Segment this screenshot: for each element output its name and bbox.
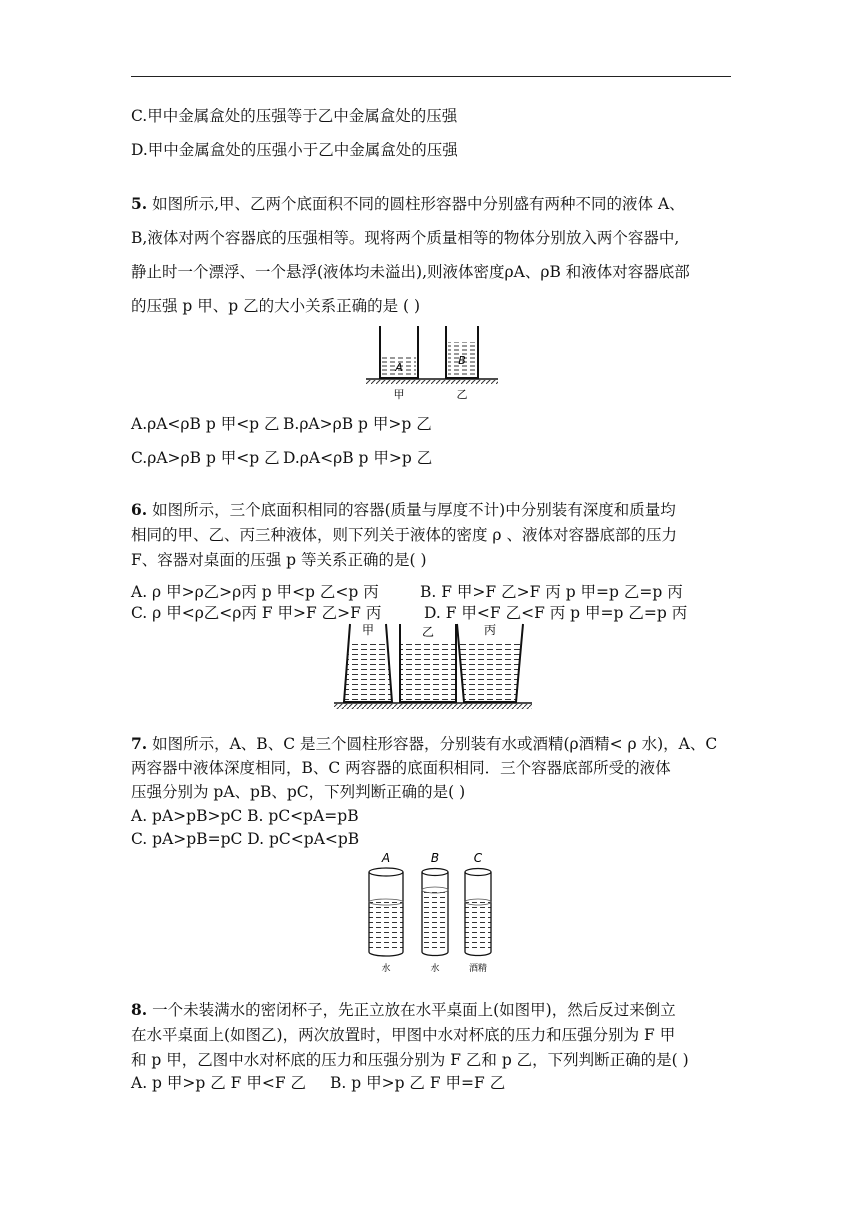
q6-option-a: A. ρ 甲>ρ乙>ρ丙 p 甲<p 乙<p 丙 bbox=[131, 583, 379, 601]
q5-line-4: 的压强 p 甲、p 乙的大小关系正确的是 ( ) bbox=[131, 297, 421, 315]
q7-line-2: 两容器中液体深度相同，B、C 两容器的底面积相同．三个容器底部所受的液体 bbox=[131, 759, 671, 777]
q6-liquid-jia bbox=[344, 640, 392, 702]
q8-option-a: A. p 甲>p 乙 F 甲<F 乙 bbox=[131, 1074, 307, 1092]
q7-line-3: 压强分别为 pA、pB、pC，下列判断正确的是( ) bbox=[131, 783, 466, 801]
q7-label-a: A bbox=[381, 851, 391, 865]
q6-option-b: B. F 甲>F 乙>F 丙 p 甲=p 乙=p 丙 bbox=[420, 583, 683, 601]
q5-caption-yi: 乙 bbox=[456, 388, 468, 401]
q5-option-b: B.ρA>ρB p 甲>p 乙 bbox=[283, 415, 432, 433]
q7-label-c: C bbox=[473, 851, 483, 865]
q7-line-5: C. pA>pB=pC D. pC<pA<pB bbox=[131, 830, 360, 848]
q5-option-c: C.ρA>ρB p 甲<p 乙 bbox=[131, 449, 280, 467]
q5-line-1 bbox=[131, 194, 685, 214]
q8-line-3: 和 p 甲，乙图中水对杯底的压力和压强分别为 F 乙和 p 乙，下列判断正确的是( ) bbox=[131, 1051, 689, 1069]
q7-line-1 bbox=[131, 734, 717, 754]
q5-option-a: A.ρA<ρB p 甲<p 乙 bbox=[131, 415, 280, 433]
q6-line-3: F、容器对桌面的压强 p 等关系正确的是( ) bbox=[131, 551, 427, 569]
q6-label-yi: 乙 bbox=[421, 625, 435, 639]
q7-liquid-a bbox=[369, 902, 403, 952]
q7-container-b-top bbox=[422, 869, 448, 876]
q7-container-a-top bbox=[369, 868, 403, 876]
q6-line-2: 相同的甲、乙、丙三种液体，则下列关于液体的密度 ρ 、液体对容器底部的压力 bbox=[131, 526, 677, 544]
q6-figure bbox=[334, 622, 532, 712]
q7-caption-a: 水 bbox=[381, 964, 391, 974]
q5-option-d: D.ρA<ρB p 甲>p 乙 bbox=[283, 449, 433, 467]
q6-line-1 bbox=[131, 500, 676, 520]
q7-liquid-c bbox=[465, 902, 491, 952]
q4-option-d: D.甲中金属盒处的压强小于乙中金属盒处的压强 bbox=[131, 141, 458, 159]
q6-label-bing: 丙 bbox=[483, 623, 497, 637]
q6-liquid-bing bbox=[458, 640, 522, 702]
q6-label-jia: 甲 bbox=[361, 623, 375, 637]
q7-text-1: 如图所示，A、B、C 是三个圆柱形容器，分别装有水或酒精(ρ酒精< ρ 水)，A、C bbox=[147, 735, 718, 753]
q5-label-b: B bbox=[458, 354, 466, 367]
q6-liquid-yi bbox=[400, 640, 456, 702]
q6-option-c: C. ρ 甲<ρ乙<ρ丙 F 甲>F 乙>F 丙 bbox=[131, 604, 382, 622]
q7-liquid-b bbox=[422, 890, 448, 952]
q7-label-b: B bbox=[430, 851, 440, 865]
q6-text-1: 如图所示，三个底面积相同的容器(质量与厚度不计)中分别装有深度和质量均 bbox=[147, 501, 676, 519]
q7-line-4: A. pA>pB>pC B. pC<pA=pB bbox=[131, 807, 359, 825]
q8-text-1: 一个未装满水的密闭杯子，先正立放在水平桌面上(如图甲)，然后反过来倒立 bbox=[147, 1001, 676, 1019]
q5-text-1: 如图所示,甲、乙两个底面积不同的圆柱形容器中分别盛有两种不同的液体 A、 bbox=[147, 195, 685, 213]
q5-caption-jia: 甲 bbox=[393, 388, 405, 401]
q7-figure bbox=[360, 850, 500, 974]
q4-option-c: C.甲中金属盒处的压强等于乙中金属盒处的压强 bbox=[131, 107, 458, 125]
q7-container-c-top bbox=[465, 869, 491, 876]
q8-line-1 bbox=[131, 1000, 676, 1020]
q7-caption-b: 水 bbox=[430, 964, 440, 974]
q7-number: 7. bbox=[131, 734, 148, 753]
q5-label-a: A bbox=[395, 361, 403, 374]
header-rule bbox=[131, 76, 731, 77]
q8-option-b: B. p 甲>p 乙 F 甲=F 乙 bbox=[330, 1074, 506, 1092]
q8-number: 8. bbox=[131, 1000, 148, 1019]
q5-line-2: B,液体对两个容器底的压强相等。现将两个质量相等的物体分别放入两个容器中, bbox=[131, 229, 680, 247]
q6-number: 6. bbox=[131, 500, 148, 519]
q5-figure bbox=[366, 324, 498, 404]
q7-caption-c: 酒精 bbox=[468, 964, 488, 974]
q8-line-2: 在水平桌面上(如图乙)，两次放置时，甲图中水对杯底的压力和压强分别为 F 甲 bbox=[131, 1026, 676, 1044]
q5-number: 5. bbox=[131, 194, 148, 213]
q5-ground-hatch bbox=[366, 380, 498, 384]
q6-option-d: D. F 甲<F 乙<F 丙 p 甲=p 乙=p 丙 bbox=[424, 604, 688, 622]
q6-ground-hatch bbox=[334, 704, 532, 709]
q5-line-3: 静止时一个漂浮、一个悬浮(液体均未溢出),则液体密度ρA、ρB 和液体对容器底部 bbox=[131, 263, 690, 281]
